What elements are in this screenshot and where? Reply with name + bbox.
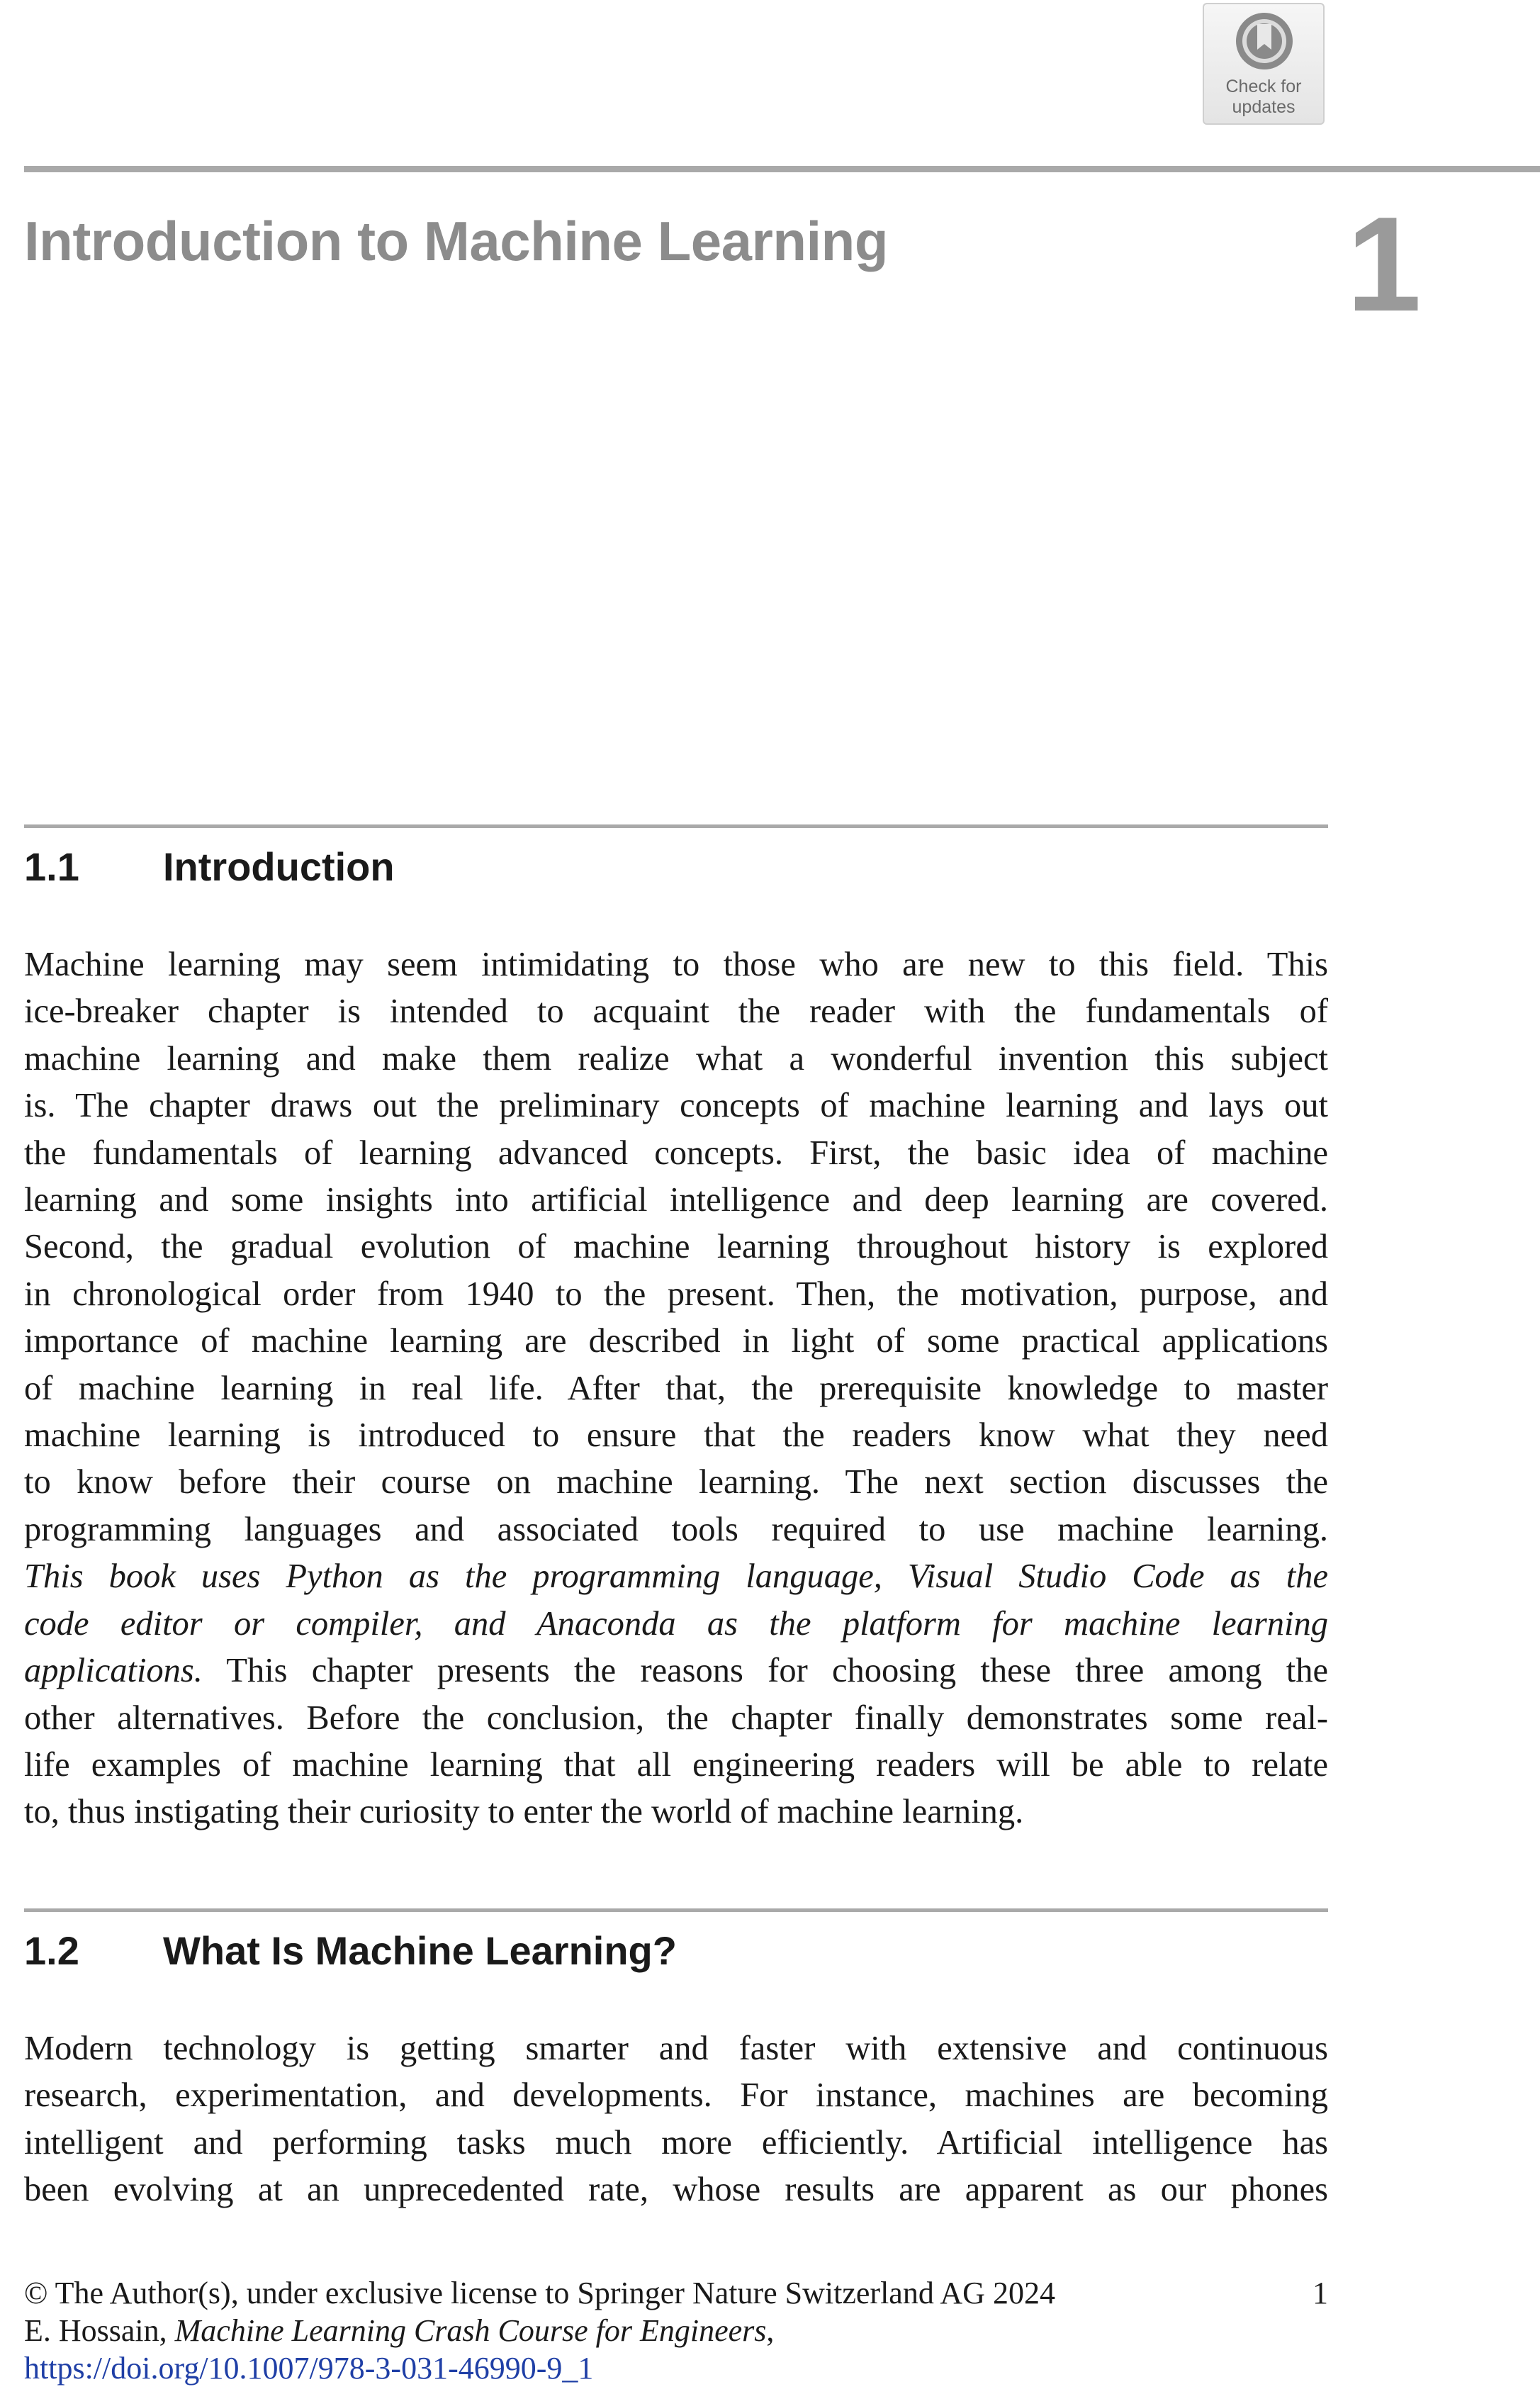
book-title: Machine Learning Crash Course for Engineers — [174, 2313, 767, 2348]
section-rule-1-2 — [24, 1908, 1328, 1912]
page-number: 1 — [1313, 2276, 1328, 2310]
paragraph-line: Second, the gradual evolution of machine learning throughout history is explored — [24, 1228, 1328, 1266]
section-number: 1.1 — [24, 844, 79, 889]
paragraph-line: importance of machine learning are described in light of some practical applications — [24, 1322, 1328, 1360]
section-number: 1.2 — [24, 1928, 79, 1973]
paragraph-line: learning and some insights into artificial intelligence and deep learning are covered. — [24, 1181, 1328, 1219]
section-1-2-paragraph — [24, 2025, 1328, 2214]
paragraph-line: machine learning and make them realize what a wonderful invention this subject — [24, 1039, 1328, 1078]
italic-line: code editor or compiler, and Anaconda as the platform for machine learning — [24, 1604, 1328, 1643]
citation-line — [24, 2312, 1328, 2349]
paragraph-line: in chronological order from 1940 to the present. Then, the motivation, purpose, and — [24, 1275, 1328, 1313]
paragraph-line: ice-breaker chapter is intended to acquaint the reader with the fundamentals of — [24, 992, 1328, 1031]
check-for-updates-badge[interactable] — [1203, 3, 1325, 125]
paragraph-line: to know before their course on machine learning. The next section discusses the — [24, 1463, 1328, 1502]
paragraph-line: other alternatives. Before the conclusion, the chapter finally demonstrates some real- — [24, 1699, 1328, 1737]
paragraph-line: the fundamentals of learning advanced concepts. First, the basic idea of machine — [24, 1134, 1328, 1172]
section-1-1-paragraph — [24, 941, 1328, 1836]
section-rule-1-1 — [24, 824, 1328, 828]
page-footer — [24, 2274, 1328, 2387]
paragraph-line: programming languages and associated tools required to use machine learning. — [24, 1510, 1328, 1548]
paragraph-line: Modern technology is getting smarter and faster with extensive and continuous — [24, 2030, 1328, 2067]
section-title: What Is Machine Learning? — [163, 1928, 677, 1973]
paragraph-line: research, experimentation, and developments. For instance, machines are becoming — [24, 2076, 1328, 2115]
section-heading-1-2 — [24, 1926, 677, 1976]
copyright-notice: © The Author(s), under exclusive license to Springer Nature Switzerland AG 2024 — [24, 2276, 1055, 2310]
check-for-updates-label: Check for updates — [1225, 77, 1302, 117]
paragraph-line: Machine learning may seem intimidating to those who are new to this field. This — [24, 946, 1328, 983]
citation-punctuation: , — [766, 2313, 775, 2348]
paragraph-line: been evolving at an unprecedented rate, whose results are apparent as our phones — [24, 2171, 1328, 2209]
check-for-updates-icon — [1233, 10, 1295, 72]
chapter-title: Introduction to Machine Learning — [24, 210, 888, 272]
paragraph-line: machine learning is introduced to ensure that the readers know what they need — [24, 1416, 1328, 1455]
section-title: Introduction — [163, 844, 395, 889]
author-name: E. Hossain, — [24, 2313, 175, 2348]
paragraph-line: is. The chapter draws out the preliminary concepts of machine learning and lays out — [24, 1087, 1328, 1125]
paragraph-line: of machine learning in real life. After that, the prerequisite knowledge to master — [24, 1369, 1328, 1407]
paragraph-line: to, thus instigating their curiosity to enter the world of machine learning. — [24, 1793, 1024, 1831]
chapter-top-rule — [24, 166, 1540, 172]
italic-fragment: applications. — [24, 1652, 203, 1690]
paragraph-line: intelligent and performing tasks much more efficiently. Artificial intelligence has — [24, 2123, 1328, 2162]
chapter-number: 1 — [1347, 189, 1422, 340]
doi-link[interactable]: https://doi.org/10.1007/978-3-031-46990-9_1 — [24, 2351, 594, 2386]
text-fragment: This chapter presents the reasons for choosing these three among the — [202, 1652, 1328, 1690]
section-heading-1-1 — [24, 842, 395, 892]
paragraph-line: life examples of machine learning that all engineering readers will be able to relate — [24, 1745, 1328, 1784]
paragraph-line-mixed — [24, 1648, 1328, 1694]
italic-line: This book uses Python as the programming language, Visual Studio Code as the — [24, 1558, 1328, 1596]
